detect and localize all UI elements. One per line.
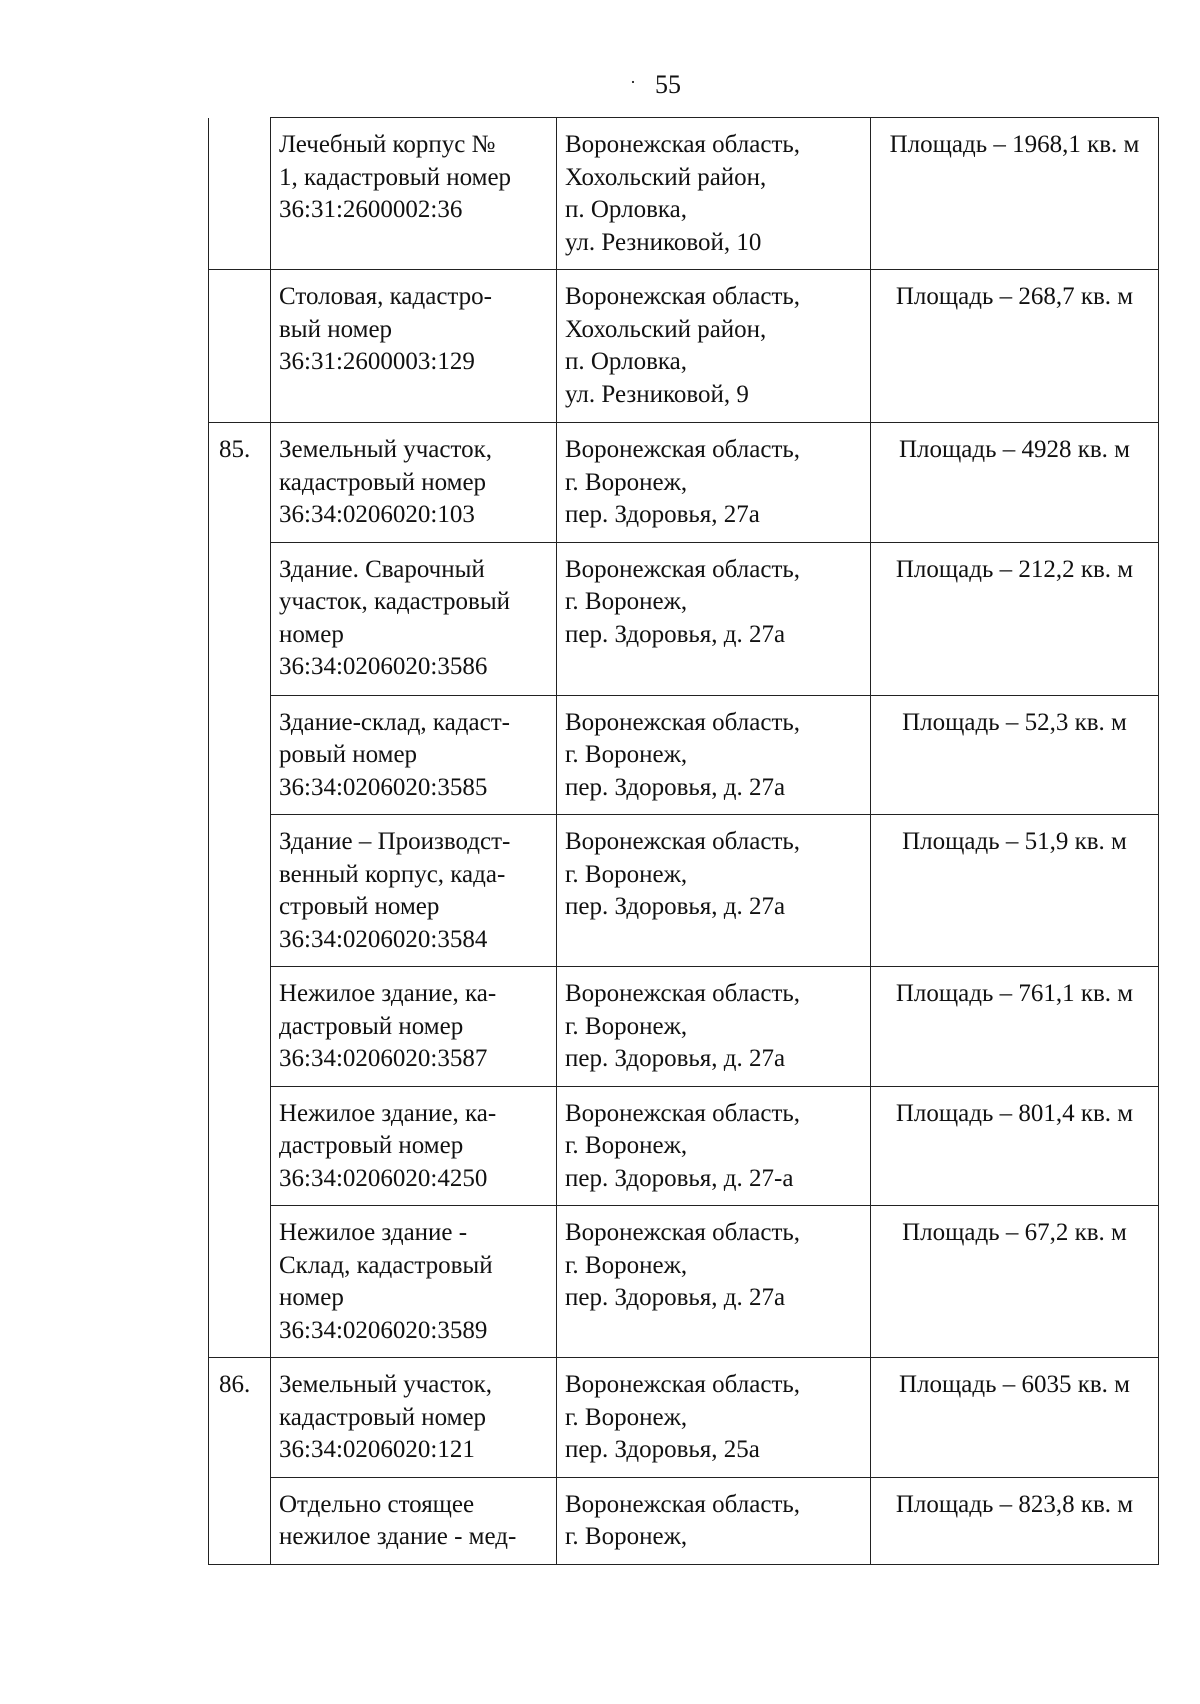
object-name: Земельный участок, кадастровый номер 36:34:0206020:103: [271, 423, 557, 543]
object-address: Воронежская область, г. Воронеж, пер. Здоровья, д. 27а: [557, 967, 871, 1087]
table-row: [209, 423, 1159, 543]
object-name: Здание-склад, кадаст- ровый номер 36:34:0206020:3585: [271, 695, 557, 815]
object-area: Площадь – 823,8 кв. м: [871, 1477, 1159, 1564]
object-name: Земельный участок, кадастровый номер 36:34:0206020:121: [271, 1358, 557, 1478]
object-area: Площадь – 51,9 кв. м: [871, 815, 1159, 967]
object-address: Воронежская область, г. Воронеж, пер. Здоровья, д. 27-а: [557, 1086, 871, 1206]
object-area: Площадь – 4928 кв. м: [871, 423, 1159, 543]
object-name: Столовая, кадастро- вый номер 36:31:2600003:129: [271, 270, 557, 423]
object-address: Воронежская область, г. Воронеж, пер. Здоровья, д. 27а: [557, 542, 871, 695]
object-area: Площадь – 67,2 кв. м: [871, 1206, 1159, 1358]
object-address: Воронежская область, г. Воронеж, пер. Здоровья, д. 27а: [557, 1206, 871, 1358]
object-name: Лечебный корпус № 1, кадастровый номер 36:31:2600002:36: [271, 118, 557, 270]
object-name: Нежилое здание, ка- дастровый номер 36:34:0206020:4250: [271, 1086, 557, 1206]
table-row: [209, 1206, 1159, 1358]
row-number: [209, 695, 271, 815]
table-row: [209, 270, 1159, 423]
row-number: [209, 1086, 271, 1206]
table-row: [209, 1477, 1159, 1564]
row-number: [209, 118, 271, 270]
table-row: [209, 967, 1159, 1087]
row-number: [209, 815, 271, 967]
object-address: Воронежская область, г. Воронеж, пер. Здоровья, 27а: [557, 423, 871, 543]
row-number: 85.: [209, 423, 271, 543]
object-name: Нежилое здание, ка- дастровый номер 36:34:0206020:3587: [271, 967, 557, 1087]
object-address: Воронежская область, Хохольский район, п. Орловка, ул. Резниковой, 9: [557, 270, 871, 423]
object-address: Воронежская область, г. Воронеж, пер. Здоровья, 25а: [557, 1358, 871, 1478]
table-row: [209, 542, 1159, 695]
object-area: Площадь – 212,2 кв. м: [871, 542, 1159, 695]
row-number: 86.: [209, 1358, 271, 1478]
object-name: Отдельно стоящее нежилое здание - мед-: [271, 1477, 557, 1564]
row-number: [209, 967, 271, 1087]
table-row: [209, 695, 1159, 815]
object-area: Площадь – 801,4 кв. м: [871, 1086, 1159, 1206]
page-number-value: 55: [655, 70, 681, 99]
row-number: [209, 1206, 271, 1358]
row-number: [209, 1477, 271, 1564]
object-area: Площадь – 761,1 кв. м: [871, 967, 1159, 1087]
object-area: Площадь – 268,7 кв. м: [871, 270, 1159, 423]
property-table: [208, 117, 1159, 1565]
object-name: Нежилое здание - Склад, кадастровый номер 36:34:0206020:3589: [271, 1206, 557, 1358]
object-name: Здание – Производст- венный корпус, када- стровый номер 36:34:0206020:3584: [271, 815, 557, 967]
row-number: [209, 542, 271, 695]
object-address: Воронежская область, Хохольский район, п. Орловка, ул. Резниковой, 10: [557, 118, 871, 270]
object-name: Здание. Сварочный участок, кадастровый номер 36:34:0206020:3586: [271, 542, 557, 695]
row-number: [209, 270, 271, 423]
page-number-dot: ·: [630, 72, 636, 92]
table-row: [209, 118, 1159, 270]
table-row: [209, 1358, 1159, 1478]
table-row: [209, 815, 1159, 967]
object-address: Воронежская область, г. Воронеж, пер. Здоровья, д. 27а: [557, 695, 871, 815]
table-row: [209, 1086, 1159, 1206]
object-address: Воронежская область, г. Воронеж, пер. Здоровья, д. 27а: [557, 815, 871, 967]
object-address: Воронежская область, г. Воронеж,: [557, 1477, 871, 1564]
object-area: Площадь – 52,3 кв. м: [871, 695, 1159, 815]
object-area: Площадь – 1968,1 кв. м: [871, 118, 1159, 270]
object-area: Площадь – 6035 кв. м: [871, 1358, 1159, 1478]
